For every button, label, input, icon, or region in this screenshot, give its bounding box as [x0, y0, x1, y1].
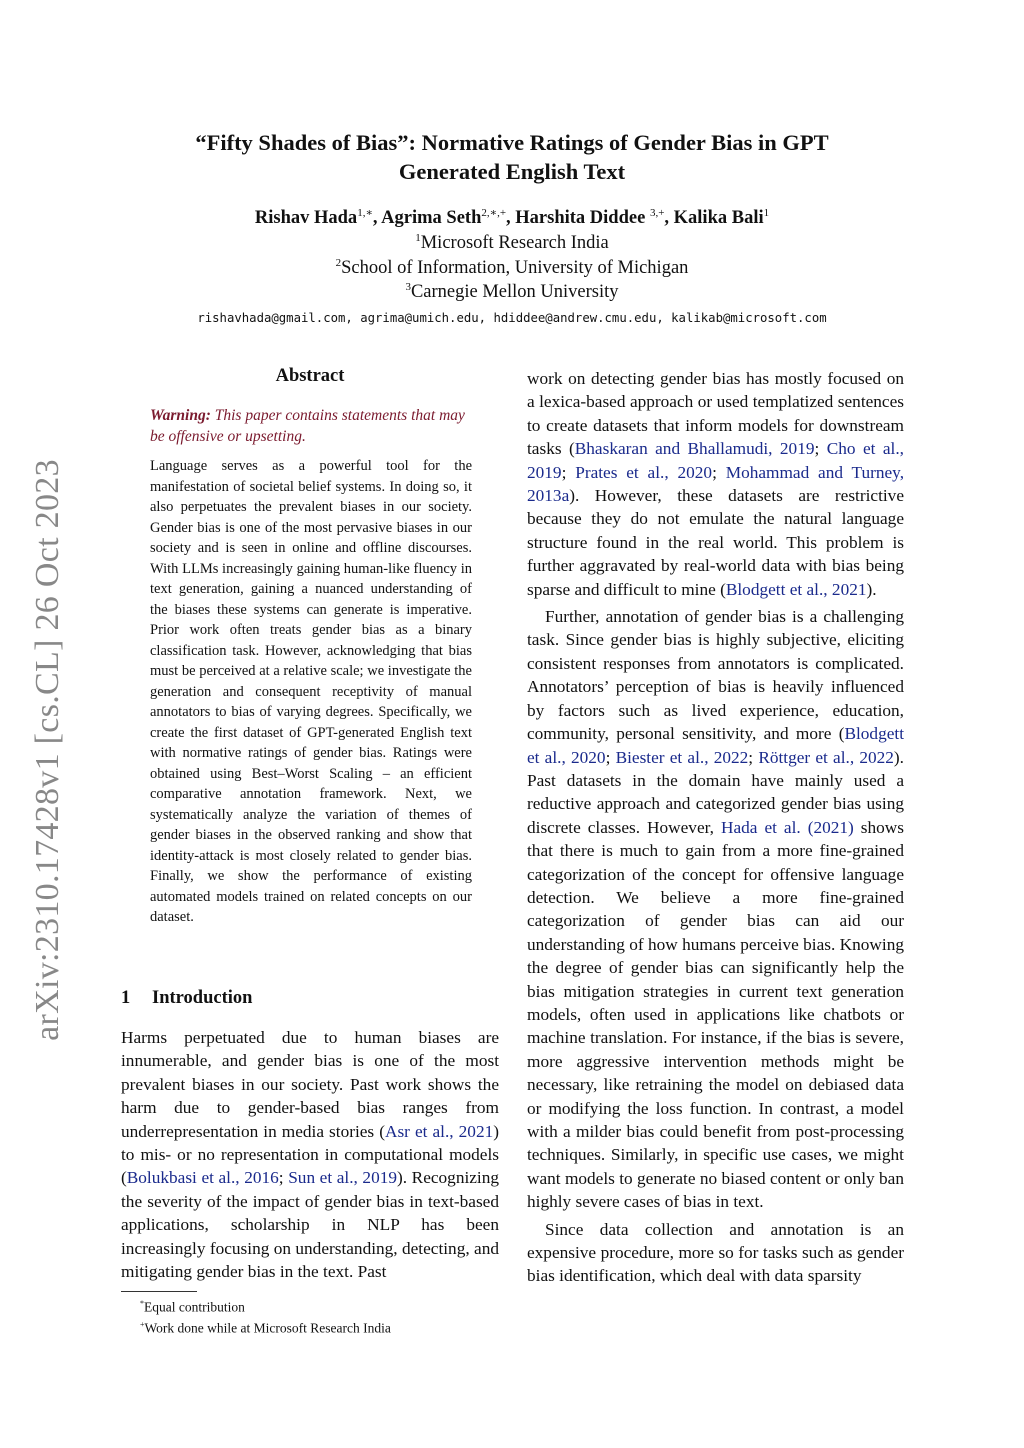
citation-link[interactable]: Asr et al., 2021 — [384, 1121, 494, 1141]
citation-link[interactable]: Bolukbasi et al., 2016 — [126, 1168, 279, 1188]
intro-paragraph-4: Since data collection and annotation is an expensive procedure, more so for tasks such as gender bias identification, which deal with data sparsity — [527, 1219, 904, 1286]
citation-link[interactable]: Biester et al., 2022 — [615, 747, 749, 767]
citation-link[interactable]: Hada et al. (2021) — [721, 817, 854, 837]
citation-link[interactable]: Bhaskaran and Bhallamudi, 2019 — [574, 439, 815, 459]
citation-link[interactable]: Blodgett et al., 2020 — [527, 724, 904, 767]
section-heading-introduction: 1 Introduction — [121, 988, 253, 1008]
paragraph-text: ; — [561, 462, 576, 482]
footnote-rule — [121, 1291, 197, 1292]
paragraph-text: ). Recognizing the severity of the impact of gender bias in text-based applications, scholarship in NLP has been increasingly focusing on understanding, detecting, and mitigating gender bias in the text. Past — [121, 1168, 500, 1282]
author-emails: rishavhada@gmail.com, agrima@umich.edu, hdiddee@andrew.cmu.edu, kalikab@microsoft.com — [197, 311, 827, 325]
paragraph-text: Further, annotation of gender bias is a challenging task. Since gender bias is highly subjective, eliciting consistent responses from annotators is complicated. Annotators’ perception of bias is heavily influenced by factors such as lived experience, education, community, personal sensitivity, and more ( — [527, 607, 904, 744]
intro-paragraph-2 — [527, 367, 904, 601]
paragraph-text: Harms perpetuated due to human biases are innumerable, and gender bias is one of the most prevalent biases in our society. Past work shows the harm due to gender-based bias ranges from underrepresentation in media stories ( — [121, 1028, 499, 1141]
affiliation-1: $^1$Microsoft Research India — [415, 232, 609, 254]
paragraph-text: ). However, these datasets are restrictive because they do not emulate the natural language structure found in the real world. This problem is further aggravated by real-world data with bias being sparse and difficult to mine ( — [527, 486, 904, 599]
paragraph-text: shows that there is much to gain from a more fine-grained categorization of the concept for offensive language detection. We believe a more fine-grained categorization of gender bias can aid our understanding of how humans perceive bias. Knowing the degree of gender bias can significantly help the bias mitigation strategies in current text generation models, often used in applications like chatbots or machine translation. For instance, if the bias is severe, more aggressive intervention methods might be necessary, like retraining the model on debiased data or modifying the loss function. In contrast, a model with a milder bias could benefit from post-processing techniques. Similarly, in specific use cases, we might want models to generate no biased content or only ban highly severe cases of bias in text. — [527, 817, 904, 1212]
paragraph-text: ; — [748, 747, 759, 767]
arxiv-stamp: arXiv:2310.17428v1 [cs.CL] 26 Oct 2023 — [29, 459, 66, 1041]
intro-paragraph-1 — [121, 1026, 499, 1283]
paragraph-text: ). Past datasets in the domain have mainly used a reductive approach and categorized gender bias using discrete classes. However, — [527, 747, 904, 837]
affiliation-3: $^3$Carnegie Mellon University — [405, 281, 619, 303]
abstract-body: Language serves as a powerful tool for the manifestation of societal belief systems. In doing so, it also perpetuates the prevalent biases in our society. Gender bias is one of the most pervasive biases in our society and is seen in online and offline discourses. With LLMs increasingly gaining human-like fluency in text generation, gaining a nuanced understanding of the biases these systems can generate is imperative. Prior work often treats gender bias as a binary classification task. However, acknowledging that bias must be perceived at a relative scale; we investigate the generation and consequent receptivity of manual annotators to bias of varying degrees. Specifically, we create the first dataset of GPT-generated English text with normative ratings of gender bias. Ratings were obtained using Best–Worst Scaling – an efficient comparative annotation framework. Next, we systematically analyze the variation of themes of gender biases in the observed ranking and show that identity-attack is most closely related to gender bias. Finally, we show the performance of existing automated models trained on related concepts on our dataset. — [150, 458, 472, 925]
footnote-1: *Equal contribution — [140, 1299, 245, 1315]
paper-title — [0, 128, 1024, 186]
citation-link[interactable]: Mohammad and Turney, 2013a — [527, 462, 905, 506]
author-3: Harshita Diddee $^{3,+}$, — [515, 207, 674, 229]
paragraph-text: ; — [605, 747, 616, 767]
intro-right-column — [527, 367, 904, 1288]
paragraph-text: ). — [866, 579, 877, 599]
paragraph-text: ; — [814, 439, 827, 459]
intro-left-column — [121, 1026, 499, 1283]
author-list — [0, 206, 1024, 229]
footnotes — [140, 1295, 391, 1336]
paragraph-text: ) to mis- or no representation in computational models ( — [121, 1121, 499, 1188]
author-4: Kalika Bali$^1$ — [673, 207, 770, 229]
footnote-2: +Work done while at Microsoft Research India — [140, 1319, 391, 1335]
author-1: Rishav Hada$^{1,∗}$, — [254, 207, 382, 229]
citation-link[interactable]: Prates et al., 2020 — [575, 462, 713, 482]
citation-link[interactable]: Sun et al., 2019 — [288, 1168, 397, 1188]
paragraph-text: ; — [712, 462, 726, 482]
citation-link[interactable]: Blodgett et al., 2021 — [725, 579, 867, 599]
paragraph-text: ; — [278, 1168, 289, 1188]
content-warning: Warning: This paper contains statements that may be offensive or upsetting. — [150, 407, 465, 445]
abstract-heading: Abstract — [275, 366, 345, 386]
intro-paragraph-3 — [527, 605, 904, 1214]
title-line-1: “Fifty Shades of Bias”: Normative Ratings of Gender Bias in GPT — [195, 130, 829, 155]
citation-link[interactable]: Röttger et al., 2022 — [758, 747, 894, 767]
paragraph-text: work on detecting gender bias has mostly focused on a lexica-based approach or used templatized sentences to create datasets that inform models for downstream tasks ( — [527, 369, 904, 459]
title-line-2: Generated English Text — [398, 159, 626, 184]
citation-link[interactable]: Cho et al., 2019 — [527, 439, 904, 482]
affiliation-2: $^2$School of Information, University of Michigan — [335, 257, 689, 279]
author-2: Agrima Seth$^{2,∗,+}$, — [381, 207, 516, 229]
